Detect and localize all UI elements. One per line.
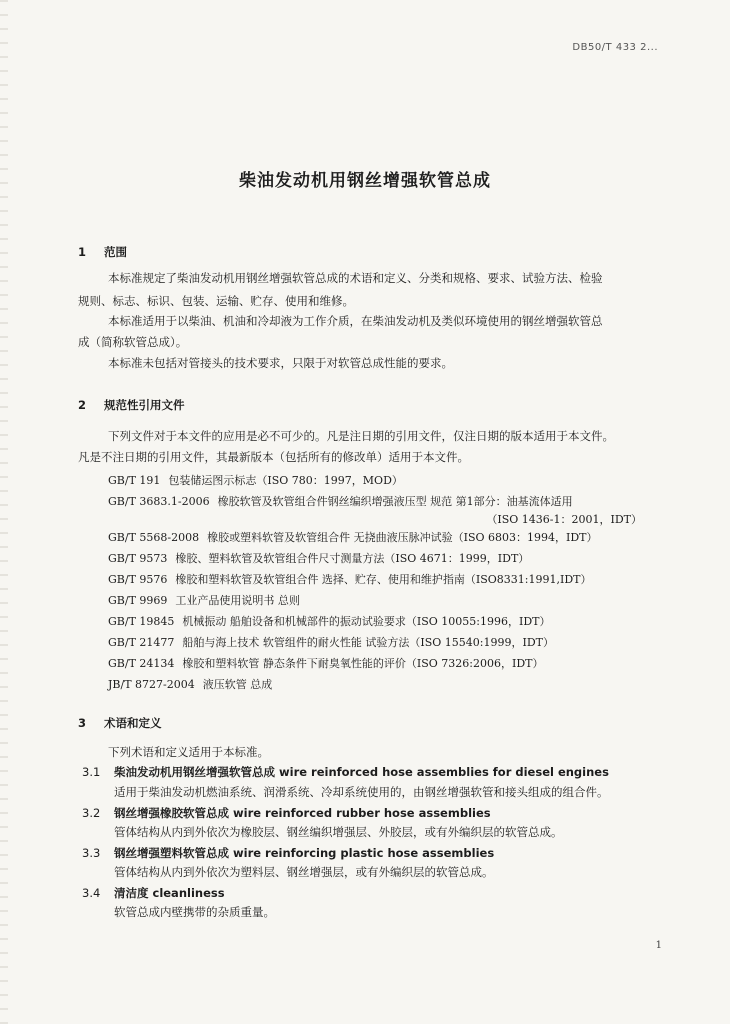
term-heading xyxy=(82,845,494,861)
term-definition: 管体结构从内到外依次为塑料层、钢丝增强层，或有外编织层的软管总成。 xyxy=(114,865,494,879)
paragraph-line: 下列文件对于本文件的应用是必不可少的。凡是注日期的引用文件，仅注日期的版本适用于本文件。 xyxy=(108,429,614,443)
scan-edge xyxy=(0,0,8,1024)
reference-title: 船舶与海上技术 软管组件的耐火性能 试验方法（ISO 15540:1999，IDT） xyxy=(182,636,554,649)
section-number: 3 xyxy=(78,716,87,730)
reference-title: 橡胶和塑料软管及软管组合件 选择、贮存、使用和维护指南（ISO8331:1991,IDT） xyxy=(175,573,592,586)
reference-code: GB/T 191 xyxy=(108,474,161,487)
reference-code: GB/T 9969 xyxy=(108,594,168,607)
reference-code: JB/T 8727-2004 xyxy=(108,678,195,691)
section-title: 范围 xyxy=(104,245,127,259)
page-number: 1 xyxy=(655,940,662,951)
reference-title: 包装储运图示标志（ISO 780：1997，MOD） xyxy=(168,474,403,487)
reference-title: 液压软管 总成 xyxy=(202,678,273,691)
reference-item xyxy=(108,592,300,608)
section-title: 规范性引用文件 xyxy=(104,398,185,412)
reference-item xyxy=(108,676,272,692)
term-number: 3.1 xyxy=(82,765,101,779)
term-title: 清洁度 cleanliness xyxy=(114,886,225,900)
reference-item xyxy=(108,571,592,587)
paragraph-line: 本标准适用于以柴油、机油和冷却液为工作介质，在柴油发动机及类似环境使用的钢丝增强软管总 xyxy=(108,314,603,328)
term-number: 3.4 xyxy=(82,886,101,900)
reference-title: 橡胶、塑料软管及软管组合件尺寸测量方法（ISO 4671：1999，IDT） xyxy=(175,552,530,565)
term-number: 3.3 xyxy=(82,846,101,860)
reference-item xyxy=(108,550,529,566)
reference-code: GB/T 9573 xyxy=(108,552,168,565)
term-number: 3.2 xyxy=(82,806,101,820)
term-title: 钢丝增强塑料软管总成 wire reinforcing plastic hose assemblies xyxy=(114,846,495,860)
section-title: 术语和定义 xyxy=(104,716,162,730)
reference-item xyxy=(108,613,551,629)
term-heading xyxy=(82,885,225,901)
term-definition: 软管总成内壁携带的杂质重量。 xyxy=(114,905,275,919)
section-1-heading xyxy=(78,244,127,260)
reference-code: GB/T 24134 xyxy=(108,657,175,670)
paragraph-line: 成（简称软管总成）。 xyxy=(78,335,188,349)
section-2-heading xyxy=(78,397,185,413)
standard-code: DB50/T 433 2... xyxy=(572,42,658,53)
reference-item xyxy=(108,634,554,650)
section-number: 1 xyxy=(78,245,87,259)
term-definition: 管体结构从内到外依次为橡胶层、钢丝编织增强层、外胶层，或有外编织层的软管总成。 xyxy=(114,825,563,839)
reference-title: 机械振动 船舶设备和机械部件的振动试验要求（ISO 10055:1996，IDT） xyxy=(182,615,551,628)
reference-code: GB/T 21477 xyxy=(108,636,175,649)
reference-item xyxy=(108,472,403,488)
paragraph-line: 凡是不注日期的引用文件，其最新版本（包括所有的修改单）适用于本文件。 xyxy=(78,450,469,464)
paragraph-line: 本标准规定了柴油发动机用钢丝增强软管总成的术语和定义、分类和规格、要求、试验方法、检验 xyxy=(108,271,603,285)
reference-title: 橡胶或塑料软管及软管组合件 无挠曲液压脉冲试验（ISO 6803：1994，IDT） xyxy=(207,531,598,544)
reference-item xyxy=(108,493,573,509)
reference-item xyxy=(108,529,598,545)
paragraph-line: 下列术语和定义适用于本标准。 xyxy=(108,745,269,759)
term-definition: 适用于柴油发动机燃油系统、润滑系统、冷却系统使用的，由钢丝增强软管和接头组成的组合件。 xyxy=(114,785,609,799)
reference-item xyxy=(108,655,544,671)
reference-code: GB/T 9576 xyxy=(108,573,168,586)
term-title: 柴油发动机用钢丝增强软管总成 wire reinforced hose assemblies for diesel engines xyxy=(114,765,609,779)
paragraph-line: 规则、标志、标识、包装、运输、贮存、使用和维修。 xyxy=(78,294,354,308)
document-title: 柴油发动机用钢丝增强软管总成 xyxy=(239,171,491,191)
term-heading xyxy=(82,805,491,821)
reference-code: GB/T 5568-2008 xyxy=(108,531,200,544)
term-heading xyxy=(82,764,609,780)
reference-continuation: （ISO 1436-1：2001，IDT） xyxy=(486,513,642,526)
reference-code: GB/T 3683.1-2006 xyxy=(108,495,210,508)
paragraph-line: 本标准未包括对管接头的技术要求，只限于对软管总成性能的要求。 xyxy=(108,356,453,370)
reference-code: GB/T 19845 xyxy=(108,615,175,628)
reference-title: 橡胶软管及软管组合件钢丝编织增强液压型 规范 第1部分：油基流体适用 xyxy=(217,495,573,508)
section-number: 2 xyxy=(78,398,87,412)
section-3-heading xyxy=(78,715,162,731)
reference-title: 橡胶和塑料软管 静态条件下耐臭氧性能的评价（ISO 7326:2006，IDT） xyxy=(182,657,544,670)
reference-title: 工业产品使用说明书 总则 xyxy=(175,594,300,607)
term-title: 钢丝增强橡胶软管总成 wire reinforced rubber hose assemblies xyxy=(114,806,491,820)
